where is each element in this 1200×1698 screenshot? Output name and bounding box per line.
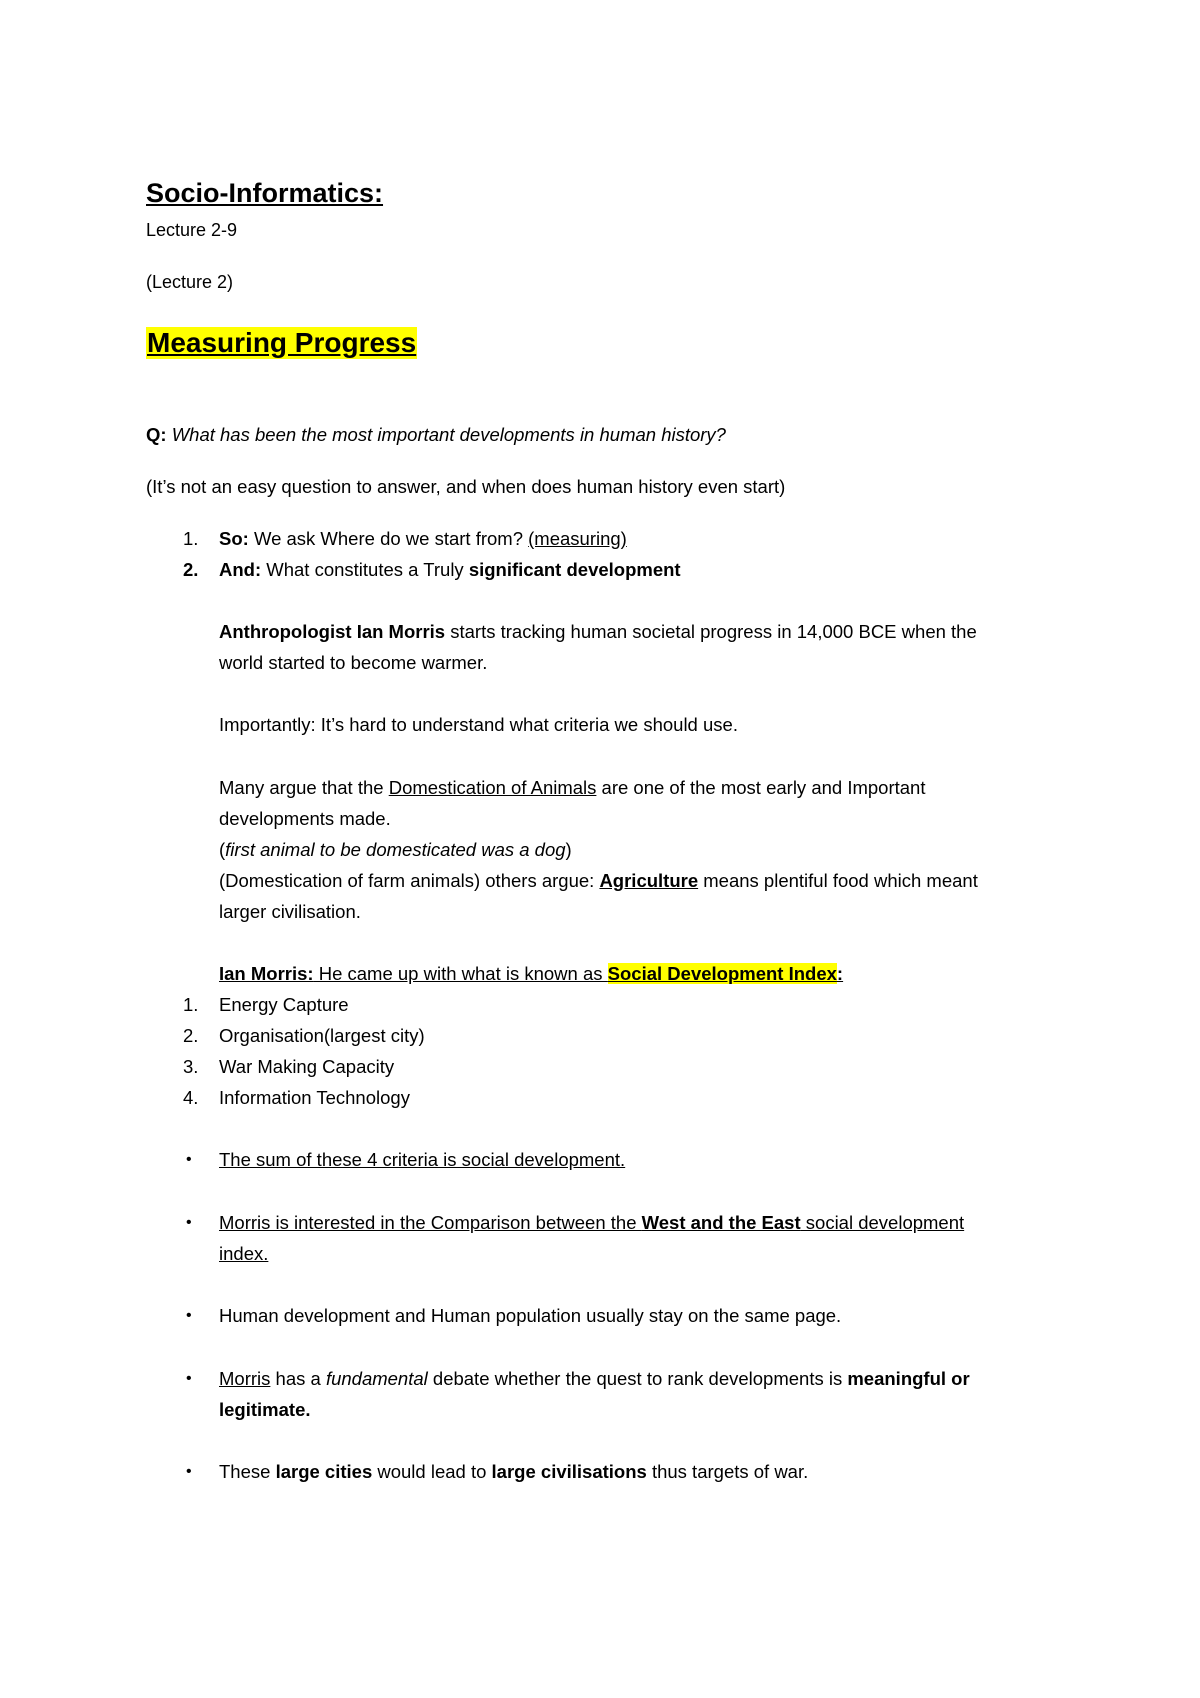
lead-to-text: would lead to xyxy=(372,1461,492,1482)
morris-paragraph-line1 xyxy=(219,623,977,642)
domestication-line1 xyxy=(219,779,925,798)
agriculture-text: means plentiful food which meant xyxy=(698,870,978,891)
morris-bold: Anthropologist Ian Morris xyxy=(219,621,446,642)
domestication-pre: Many argue that the xyxy=(219,777,389,798)
list-text: What constitutes a Truly xyxy=(261,559,469,580)
lecture-tag: (Lecture 2) xyxy=(146,272,234,292)
sdi-colon: : xyxy=(836,963,844,984)
bullet-text-4-line1 xyxy=(219,1370,970,1389)
domestication-term: Domestication of Animals xyxy=(388,777,597,798)
sdi-name: Ian Morris: xyxy=(219,963,314,984)
debate-text: debate whether the quest to rank developments is xyxy=(427,1368,848,1389)
bullet-icon: • xyxy=(186,1463,192,1480)
domestication-line3 xyxy=(219,841,572,860)
list-number: 1. xyxy=(183,994,199,1015)
dog-note: first animal to be domesticated was a dog xyxy=(225,839,566,860)
fundamental-text: fundamental xyxy=(325,1368,428,1389)
list-number: 4. xyxy=(183,1087,199,1108)
bullet-text-1: The sum of these 4 criteria is social development. xyxy=(219,1149,626,1170)
lecture-range: Lecture 2-9 xyxy=(146,220,238,240)
farm-animals-text: (Domestication of farm animals) others argue: xyxy=(219,870,600,891)
morris-paragraph-line2: world started to become warmer. xyxy=(219,652,488,673)
list-number: 3. xyxy=(183,1056,199,1077)
list-lead: And: xyxy=(219,559,262,580)
sdi-term: Social Development Index xyxy=(607,963,837,984)
bullet-text-2-line2: index. xyxy=(219,1243,269,1264)
doc-title: Socio-Informatics: xyxy=(146,178,384,208)
list-text: Organisation(largest city) xyxy=(219,1025,425,1046)
meaningful-text: meaningful or xyxy=(847,1368,970,1389)
bullet-text-2-line1 xyxy=(219,1214,964,1233)
list-text: We ask Where do we start from? xyxy=(248,528,529,549)
large-cities-text: large cities xyxy=(275,1461,373,1482)
domestication-line5: larger civilisation. xyxy=(219,901,361,922)
bullet-icon: • xyxy=(186,1307,192,1324)
list-text: Information Technology xyxy=(219,1087,410,1108)
importantly-paragraph: Importantly: It’s hard to understand what criteria we should use. xyxy=(219,714,738,735)
section-heading: Measuring Progress xyxy=(147,327,417,358)
these-text: These xyxy=(219,1461,276,1482)
bullet-text-3: Human development and Human population usually stay on the same page. xyxy=(219,1305,842,1326)
paren-open: ( xyxy=(219,839,226,860)
targets-of-war-text: thus targets of war. xyxy=(646,1461,809,1482)
bullet-icon: • xyxy=(186,1370,192,1387)
question-text: What has been the most important developments in human history? xyxy=(171,424,726,445)
domestication-post: are one of the most early and Important xyxy=(596,777,926,798)
has-a-text: has a xyxy=(270,1368,326,1389)
list-tail: (measuring) xyxy=(528,528,627,549)
bullet-text-5 xyxy=(219,1463,808,1482)
list-text: Energy Capture xyxy=(219,994,349,1015)
question-label: Q: xyxy=(146,424,167,445)
domestication-line2: developments made. xyxy=(219,808,391,829)
bullet-text-4-line2: legitimate. xyxy=(219,1399,311,1420)
west-east-text: West and the East xyxy=(641,1212,801,1233)
agriculture-term: Agriculture xyxy=(599,870,699,891)
sdi-line xyxy=(219,965,843,984)
sdi-text: He came up with what is known as xyxy=(313,963,608,984)
question-note: (It’s not an easy question to answer, and when does human history even start) xyxy=(146,476,786,497)
list-number: 1. xyxy=(183,528,199,549)
comparison-text: Morris is interested in the Comparison between the xyxy=(219,1212,642,1233)
morris-text: starts tracking human societal progress in 14,000 BCE when the xyxy=(445,621,977,642)
list-number: 2. xyxy=(183,1025,199,1046)
large-civilisations-text: large civilisations xyxy=(491,1461,647,1482)
list-number: 2. xyxy=(183,559,199,580)
list-lead: So: xyxy=(219,528,249,549)
paren-close: ) xyxy=(565,839,572,860)
question-line xyxy=(146,426,726,445)
bullet-icon: • xyxy=(186,1151,192,1168)
list-text: War Making Capacity xyxy=(219,1056,395,1077)
social-dev-text: social development xyxy=(800,1212,965,1233)
domestication-line4 xyxy=(219,872,978,891)
bullet-icon: • xyxy=(186,1214,192,1231)
morris-underlined: Morris xyxy=(219,1368,271,1389)
list-tail: significant development xyxy=(468,559,681,580)
